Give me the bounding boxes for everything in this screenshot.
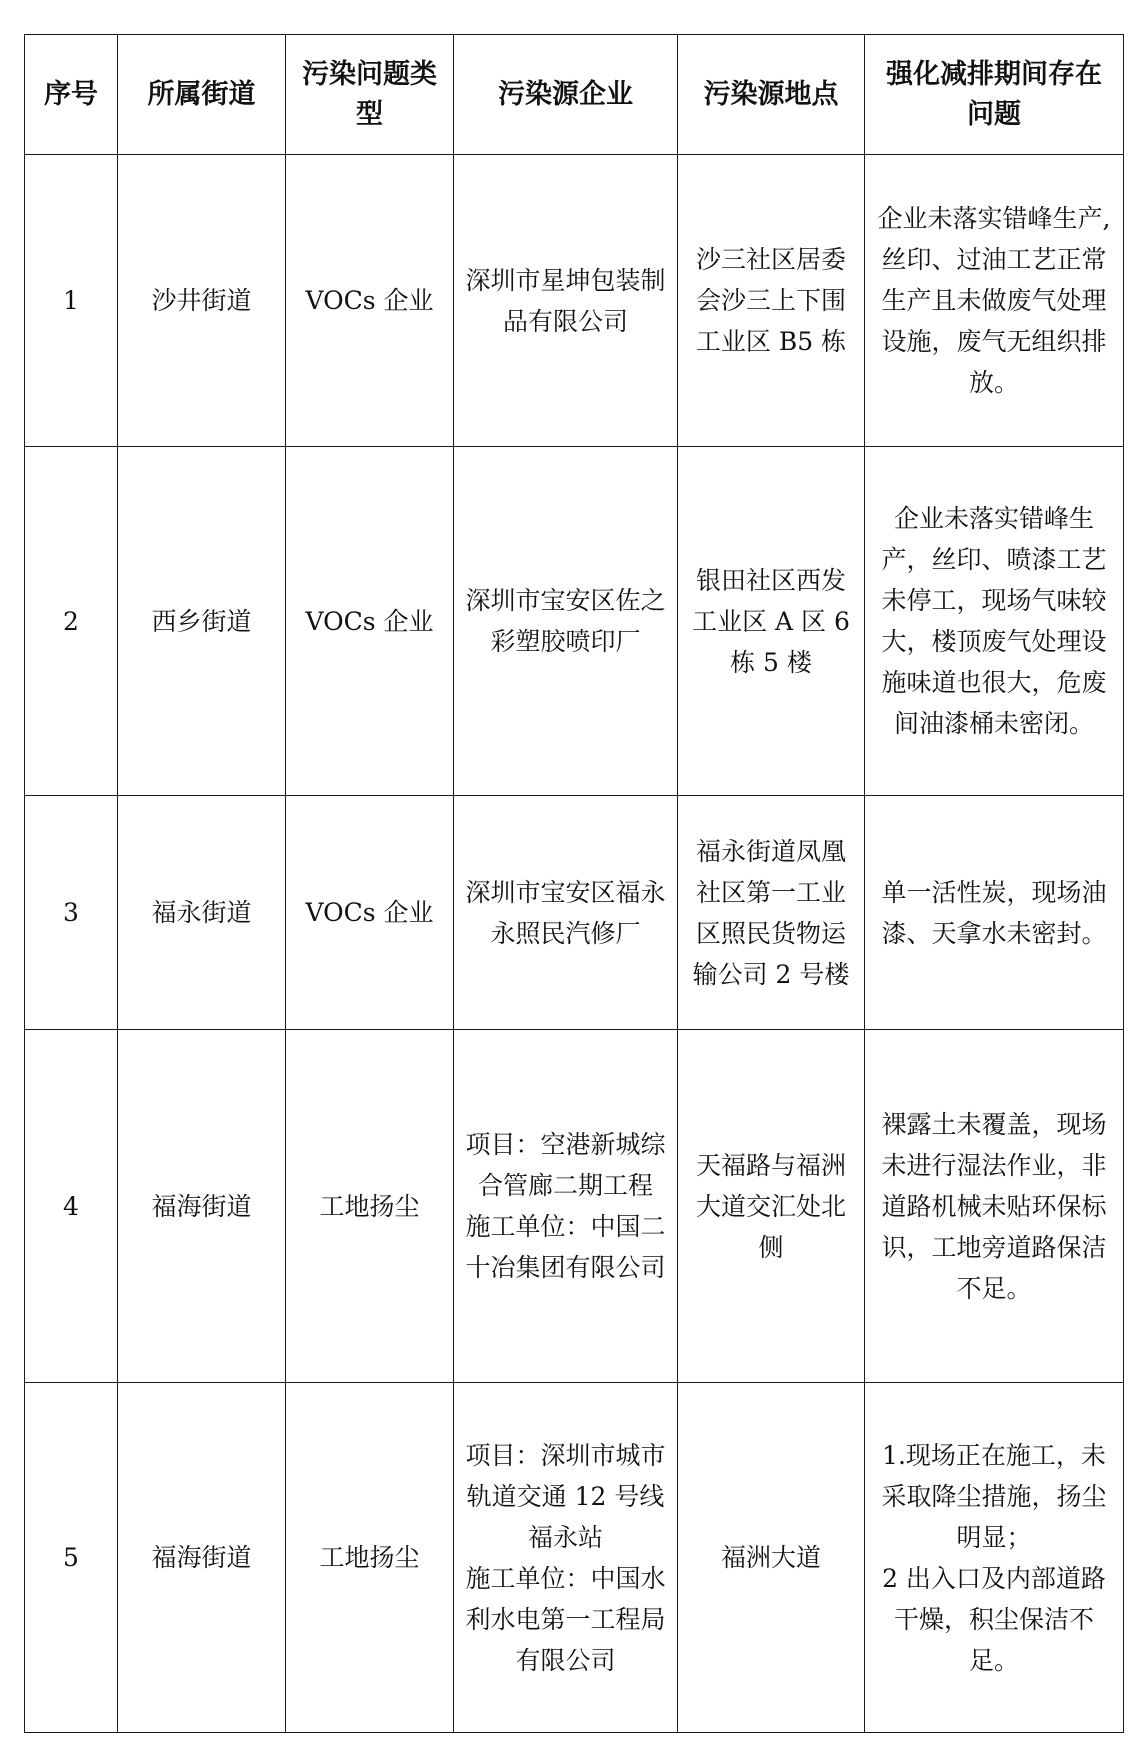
cell-location: 沙三社区居委会沙三上下围工业区 B5 栋 bbox=[678, 155, 865, 447]
cell-enterprise: 深圳市宝安区福永永照民汽修厂 bbox=[454, 796, 678, 1030]
cell-issues: 单一活性炭，现场油漆、天拿水未密封。 bbox=[865, 796, 1124, 1030]
cell-issues: 企业未落实错峰生产，丝印、喷漆工艺未停工，现场气味较大，楼顶废气处理设施味道也很大，危废间油漆桶未密闭。 bbox=[865, 447, 1124, 796]
cell-type: VOCs 企业 bbox=[286, 796, 454, 1030]
cell-enterprise: 项目：空港新城综合管廊二期工程 施工单位：中国二十冶集团有限公司 bbox=[454, 1030, 678, 1383]
cell-location: 福永街道凤凰社区第一工业区照民货物运输公司 2 号楼 bbox=[678, 796, 865, 1030]
header-no: 序号 bbox=[25, 35, 118, 155]
cell-street: 沙井街道 bbox=[118, 155, 286, 447]
cell-location: 福洲大道 bbox=[678, 1383, 865, 1733]
cell-issues: 裸露土未覆盖，现场未进行湿法作业，非道路机械未贴环保标识，工地旁道路保洁不足。 bbox=[865, 1030, 1124, 1383]
cell-type: VOCs 企业 bbox=[286, 447, 454, 796]
cell-enterprise: 项目：深圳市城市轨道交通 12 号线福永站 施工单位：中国水利水电第一工程局有限公司 bbox=[454, 1383, 678, 1733]
cell-no: 5 bbox=[25, 1383, 118, 1733]
cell-street: 福海街道 bbox=[118, 1030, 286, 1383]
cell-no: 3 bbox=[25, 796, 118, 1030]
table-row bbox=[25, 155, 1124, 447]
cell-street: 福海街道 bbox=[118, 1383, 286, 1733]
header-location: 污染源地点 bbox=[678, 35, 865, 155]
cell-street: 福永街道 bbox=[118, 796, 286, 1030]
header-street: 所属街道 bbox=[118, 35, 286, 155]
table-row bbox=[25, 1383, 1124, 1733]
cell-street: 西乡街道 bbox=[118, 447, 286, 796]
pollution-issues-table bbox=[24, 34, 1124, 1733]
cell-enterprise: 深圳市星坤包装制品有限公司 bbox=[454, 155, 678, 447]
table-header-row bbox=[25, 35, 1124, 155]
cell-type: 工地扬尘 bbox=[286, 1383, 454, 1733]
cell-enterprise: 深圳市宝安区佐之彩塑胶喷印厂 bbox=[454, 447, 678, 796]
header-issues: 强化减排期间存在问题 bbox=[865, 35, 1124, 155]
table-row bbox=[25, 1030, 1124, 1383]
cell-no: 2 bbox=[25, 447, 118, 796]
cell-location: 天福路与福洲大道交汇处北侧 bbox=[678, 1030, 865, 1383]
cell-no: 4 bbox=[25, 1030, 118, 1383]
cell-issues: 企业未落实错峰生产,丝印、过油工艺正常生产且未做废气处理设施，废气无组织排放。 bbox=[865, 155, 1124, 447]
table-row bbox=[25, 796, 1124, 1030]
header-type: 污染问题类型 bbox=[286, 35, 454, 155]
table-row bbox=[25, 447, 1124, 796]
cell-issues: 1.现场正在施工，未采取降尘措施，扬尘明显； 2 出入口及内部道路干燥，积尘保洁不足。 bbox=[865, 1383, 1124, 1733]
cell-type: 工地扬尘 bbox=[286, 1030, 454, 1383]
header-enterprise: 污染源企业 bbox=[454, 35, 678, 155]
cell-type: VOCs 企业 bbox=[286, 155, 454, 447]
cell-location: 银田社区西发工业区 A 区 6 栋 5 楼 bbox=[678, 447, 865, 796]
cell-no: 1 bbox=[25, 155, 118, 447]
